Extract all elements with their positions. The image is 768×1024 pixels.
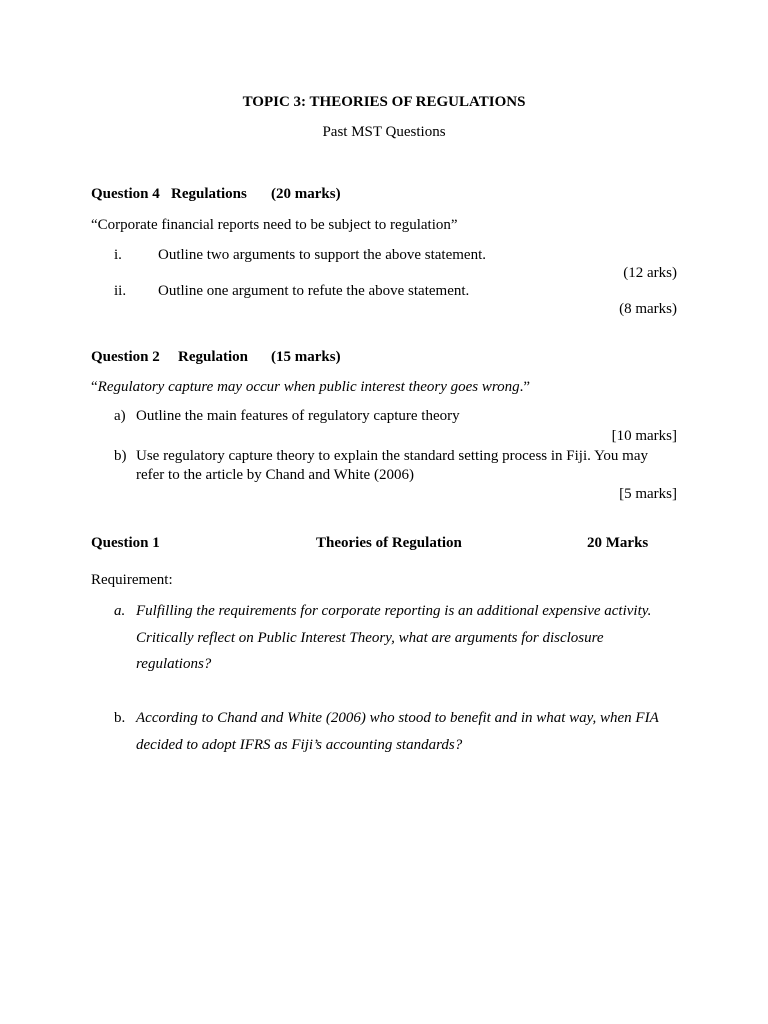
question-1-item-b-line-1: According to Chand and White (2006) who stood to benefit and in what way, when FIA xyxy=(136,710,659,726)
question-2-quote xyxy=(91,379,530,396)
question-1-item-a-label: a. xyxy=(114,603,126,619)
question-1-topic: Theories of Regulation xyxy=(316,535,462,551)
question-4-item-1-text: Outline two arguments to support the above statement. xyxy=(158,247,486,263)
question-1-item-b-label: b. xyxy=(114,710,126,726)
quote-italic-text: Regulatory capture may occur when public interest theory goes wrong xyxy=(97,379,520,395)
question-2-item-a-label: a) xyxy=(114,408,126,424)
question-4-number: Question 4 xyxy=(91,186,160,202)
question-1-number: Question 1 xyxy=(91,535,160,551)
question-2-item-b-label: b) xyxy=(114,448,127,464)
question-1-item-a-line-2: Critically reflect on Public Interest Theory, what are arguments for disclosure xyxy=(136,630,604,646)
question-4-topic: Regulations xyxy=(171,186,247,202)
question-2-number: Question 2 xyxy=(91,349,160,365)
requirement-label: Requirement: xyxy=(91,572,173,588)
question-4-marks: (20 marks) xyxy=(271,186,341,202)
question-1-marks: 20 Marks xyxy=(587,535,649,551)
document-subtitle: Past MST Questions xyxy=(322,124,446,140)
question-2-item-a-marks: [10 marks] xyxy=(611,428,677,444)
question-4-item-2-text: Outline one argument to refute the above statement. xyxy=(158,283,470,299)
question-2-item-a-text: Outline the main features of regulatory capture theory xyxy=(136,408,460,424)
question-2-item-b-line-2: refer to the article by Chand and White (2006) xyxy=(136,467,414,483)
question-2-item-b-line-1: Use regulatory capture theory to explain the standard setting process in Fiji. You may xyxy=(136,448,648,464)
question-1-item-b-line-2: decided to adopt IFRS as Fiji’s accounting standards? xyxy=(136,737,463,753)
question-1-item-a-line-3: regulations? xyxy=(136,656,212,672)
quote-open-mark: “ xyxy=(91,379,98,395)
question-4-item-2-marks: (8 marks) xyxy=(619,301,677,317)
question-4-quote: “Corporate financial reports need to be subject to regulation” xyxy=(91,217,458,233)
question-2-marks: (15 marks) xyxy=(271,349,341,365)
question-4-item-1-label: i. xyxy=(114,247,122,263)
question-2-topic: Regulation xyxy=(178,349,249,365)
question-4-item-1-marks: (12 arks) xyxy=(623,265,677,281)
question-1-item-a-line-1: Fulfilling the requirements for corporate reporting is an additional expensive activity. xyxy=(136,603,652,619)
question-4-item-2-label: ii. xyxy=(114,283,127,299)
document-title: TOPIC 3: THEORIES OF REGULATIONS xyxy=(242,94,526,110)
quote-close-mark: .” xyxy=(519,379,531,395)
question-2-item-b-marks: [5 marks] xyxy=(619,486,677,502)
